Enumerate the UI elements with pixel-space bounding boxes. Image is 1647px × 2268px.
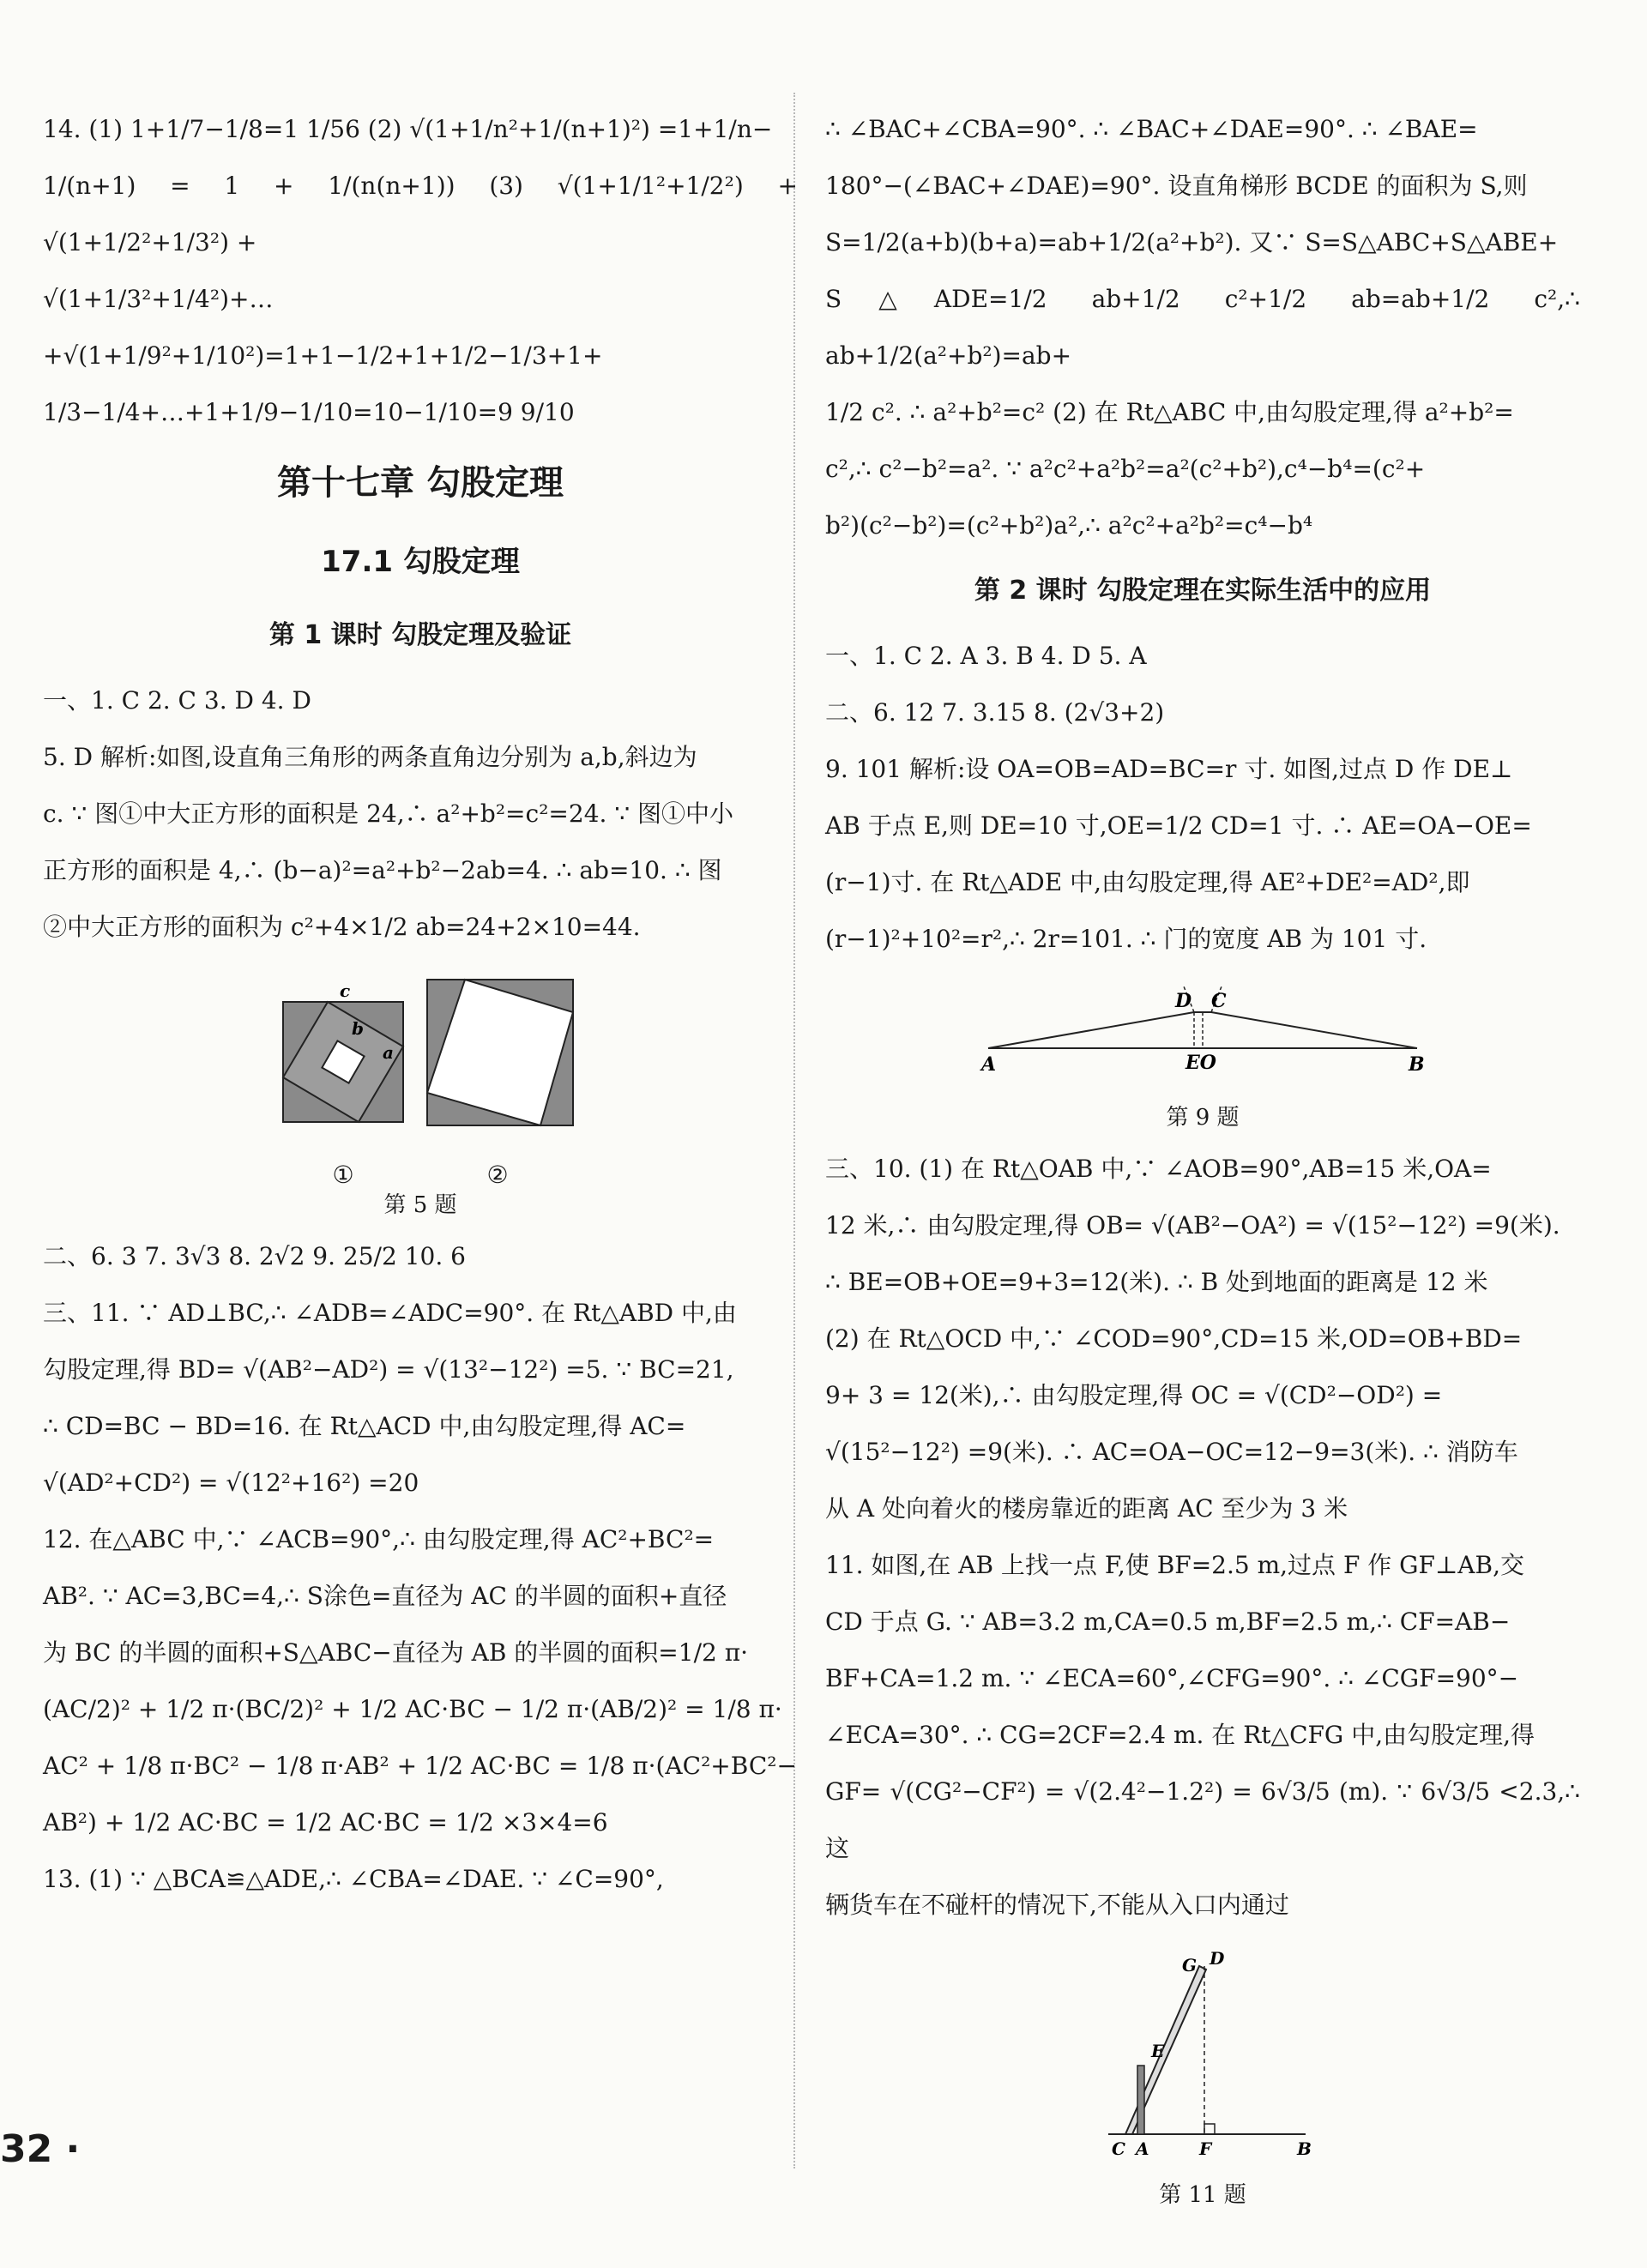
fig11-label-A: A xyxy=(1136,2138,1149,2159)
fig5-label-a: a xyxy=(383,1042,394,1063)
fig11-caption: 第 11 题 xyxy=(1159,2182,1246,2208)
q11-line-4: √(AD²+CD²) = √(12²+16²) =20 xyxy=(43,1469,419,1497)
fig5-square-1 xyxy=(283,980,403,1122)
q11-line-2: 勾股定理,得 BD= √(AB²−AD²) = √(13²−12²) =5. ∵ BC=21, xyxy=(43,1355,734,1384)
q11r-line-6: 辆货车在不碰杆的情况下,不能从入口内通过 xyxy=(825,1891,1289,1919)
right-column xyxy=(825,101,1580,2218)
q12-line-4: (AC/2)² + 1/2 π·(BC/2)² + 1/2 AC·BC − 1/2 π·(AB/2)² = 1/8 π· xyxy=(43,1695,782,1723)
q13-line-1: 13. (1) ∵ △BCA≌△ADE,∴ ∠CBA=∠DAE. ∵ ∠C=90°, xyxy=(43,1865,664,1893)
figure-5-diagram xyxy=(266,968,575,1139)
q11-line-1: 三、11. ∵ AD⊥BC,∴ ∠ADB=∠ADC=90°. 在 Rt△ABD 中,由 xyxy=(43,1299,737,1327)
fig9-caption: 第 9 题 xyxy=(1166,1105,1240,1131)
q5-line-3: 正方形的面积是 4,∴ (b−a)²=a²+b²−2ab=4. ∴ ab=10. ∴ 图 xyxy=(43,856,722,884)
chapter-title: 第十七章 勾股定理 xyxy=(277,463,564,503)
q13-cont-line-3: S=1/2(a+b)(b+a)=ab+1/2(a²+b²). 又∵ S=S△ABC+S△ABE+ xyxy=(825,228,1559,256)
fig5-circle-2: ② xyxy=(486,1161,509,1189)
q11r-line-2: CD 于点 G. ∵ AB=3.2 m,CA=0.5 m,BF=2.5 m,∴ CF=AB− xyxy=(825,1608,1511,1636)
fig5-label-b: b xyxy=(352,1018,364,1039)
lesson2-part2-answers: 二、6. 12 7. 3.15 8. (2√3+2) xyxy=(825,698,1165,727)
fig5-label-c: c xyxy=(340,980,351,1001)
left-column xyxy=(43,101,798,1908)
page-number: 32 · xyxy=(0,2127,81,2171)
q13-cont-line-6: c²,∴ c²−b²=a². ∵ a²c²+a²b²=a²(c²+b²),c⁴−b⁴=(c²+ xyxy=(825,455,1426,483)
q9-line-4: (r−1)²+10²=r²,∴ 2r=101. ∴ 门的宽度 AB 为 101 寸. xyxy=(825,925,1427,953)
q12-line-1: 12. 在△ABC 中,∵ ∠ACB=90°,∴ 由勾股定理,得 AC²+BC²= xyxy=(43,1525,715,1553)
figure-11 xyxy=(825,1945,1580,2210)
fig11-label-F: F xyxy=(1199,2138,1212,2159)
fig9-label-C: C xyxy=(1211,990,1227,1012)
q5-line-4: ②中大正方形的面积为 c²+4×1/2 ab=24+2×10=44. xyxy=(43,913,641,941)
q5-line-2: c. ∵ 图①中大正方形的面积是 24,∴ a²+b²=c²=24. ∵ 图①中小 xyxy=(43,799,734,828)
q11r-line-5: GF= √(CG²−CF²) = √(2.4²−1.2²) = 6√3/5 (m). ∵ 6√3/5 <2.3,∴ 这 xyxy=(825,1777,1580,1862)
figure-11-diagram xyxy=(1023,1945,1383,2160)
q9-line-2: AB 于点 E,则 DE=10 寸,OE=1/2 CD=1 寸. ∴ AE=OA−OE= xyxy=(825,811,1532,840)
lesson-2-title: 第 2 课时 勾股定理在实际生活中的应用 xyxy=(974,576,1432,606)
q10-line-1: 三、10. (1) 在 Rt△OAB 中,∵ ∠AOB=90°,AB=15 米,OA= xyxy=(825,1155,1492,1183)
fig11-label-B: B xyxy=(1297,2138,1312,2159)
q9-line-1: 9. 101 解析:设 OA=OB=AD=BC=r 寸. 如图,过点 D 作 DE⊥ xyxy=(825,755,1513,783)
q5-line-1: 5. D 解析:如图,设直角三角形的两条直角边分别为 a,b,斜边为 xyxy=(43,743,697,771)
fig5-square-2 xyxy=(427,980,573,1125)
figure-5 xyxy=(43,968,798,1220)
q14-line-4: 1/3−1/4+…+1+1/9−1/10=10−1/10=9 9/10 xyxy=(43,398,575,426)
part1-answers: 一、1. C 2. C 3. D 4. D xyxy=(43,686,311,715)
figure-9-diagram xyxy=(980,980,1426,1083)
part2-answers: 二、6. 3 7. 3√3 8. 2√2 9. 25/2 10. 6 xyxy=(43,1242,466,1270)
q13-cont-line-7: b²)(c²−b²)=(c²+b²)a²,∴ a²c²+a²b²=c⁴−b⁴ xyxy=(825,511,1313,540)
q12-line-2: AB². ∵ AC=3,BC=4,∴ S涂色=直径为 AC 的半圆的面积+直径 xyxy=(43,1582,727,1610)
q11r-line-1: 11. 如图,在 AB 上找一点 F,使 BF=2.5 m,过点 F 作 GF⊥AB,交 xyxy=(825,1551,1524,1579)
q10-line-3: ∴ BE=OB+OE=9+3=12(米). ∴ B 处到地面的距离是 12 米 xyxy=(825,1268,1488,1296)
q11r-line-3: BF+CA=1.2 m. ∵ ∠ECA=60°,∠CFG=90°. ∴ ∠CGF=90°− xyxy=(825,1664,1519,1692)
figure-9 xyxy=(825,980,1580,1132)
q13-cont-line-1: ∴ ∠BAC+∠CBA=90°. ∴ ∠BAC+∠DAE=90°. ∴ ∠BAE= xyxy=(825,115,1478,143)
fig9-label-B: B xyxy=(1409,1053,1425,1076)
fig11-label-E: E xyxy=(1151,2041,1165,2061)
q10-line-4: (2) 在 Rt△OCD 中,∵ ∠COD=90°,CD=15 米,OD=OB+BD= xyxy=(825,1324,1523,1353)
q13-cont-line-4: S△ADE=1/2 ab+1/2 c²+1/2 ab=ab+1/2 c²,∴ ab+1/2(a²+b²)=ab+ xyxy=(825,285,1580,370)
lesson2-part1-answers: 一、1. C 2. A 3. B 4. D 5. A xyxy=(825,642,1147,670)
q14-line-2: 1/(n+1) = 1 + 1/(n(n+1)) (3) √(1+1/1²+1/2²) + √(1+1/2²+1/3²) + xyxy=(43,172,798,256)
q12-line-6: AB²) + 1/2 AC·BC = 1/2 AC·BC = 1/2 ×3×4=6 xyxy=(43,1808,608,1837)
q10-line-6: √(15²−12²) =9(米). ∴ AC=OA−OC=12−9=3(米). ∴ 消防车 xyxy=(825,1438,1518,1466)
q12-line-3: 为 BC 的半圆的面积+S△ABC−直径为 AB 的半圆的面积=1/2 π· xyxy=(43,1638,749,1667)
fig11-label-C: C xyxy=(1112,2138,1125,2159)
q12-line-5: AC² + 1/8 π·BC² − 1/8 π·AB² + 1/2 AC·BC = 1/8 π·(AC²+BC²− xyxy=(43,1752,797,1780)
q14-line-1: 14. (1) 1+1/7−1/8=1 1/56 (2) √(1+1/n²+1/(n+1)²) =1+1/n− xyxy=(43,115,773,143)
fig11-label-D: D xyxy=(1210,1948,1225,1969)
q10-line-2: 12 米,∴ 由勾股定理,得 OB= √(AB²−OA²) = √(15²−12²) =9(米). xyxy=(825,1211,1560,1240)
fig5-circle-1: ① xyxy=(332,1161,354,1189)
q9-line-3: (r−1)寸. 在 Rt△ADE 中,由勾股定理,得 AE²+DE²=AD²,即 xyxy=(825,868,1470,896)
section-title: 17.1 勾股定理 xyxy=(321,545,520,579)
q13-cont-line-2: 180°−(∠BAC+∠DAE)=90°. 设直角梯形 BCDE 的面积为 S,则 xyxy=(825,172,1528,200)
q10-line-7: 从 A 处向着火的楼房靠近的距离 AC 至少为 3 米 xyxy=(825,1494,1348,1523)
fig9-label-EO: EO xyxy=(1185,1052,1216,1074)
q10-line-5: 9+ 3 = 12(米),∴ 由勾股定理,得 OC = √(CD²−OD²) = xyxy=(825,1381,1443,1409)
fig9-label-A: A xyxy=(981,1053,997,1076)
q13-cont-line-5: 1/2 c². ∴ a²+b²=c² (2) 在 Rt△ABC 中,由勾股定理,得 a²+b²= xyxy=(825,398,1514,426)
fig9-label-D: D xyxy=(1175,990,1192,1012)
fig11-label-G: G xyxy=(1182,1955,1198,1975)
q14-line-3: √(1+1/3²+1/4²)+…+√(1+1/9²+1/10²)=1+1−1/2+1+1/2−1/3+1+ xyxy=(43,285,603,370)
q11-line-3: ∴ CD=BC − BD=16. 在 Rt△ACD 中,由勾股定理,得 AC= xyxy=(43,1412,686,1440)
q11r-line-4: ∠ECA=30°. ∴ CG=2CF=2.4 m. 在 Rt△CFG 中,由勾股定理,得 xyxy=(825,1721,1535,1749)
lesson-title: 第 1 课时 勾股定理及验证 xyxy=(268,620,572,650)
fig5-caption: 第 5 题 xyxy=(383,1192,457,1218)
